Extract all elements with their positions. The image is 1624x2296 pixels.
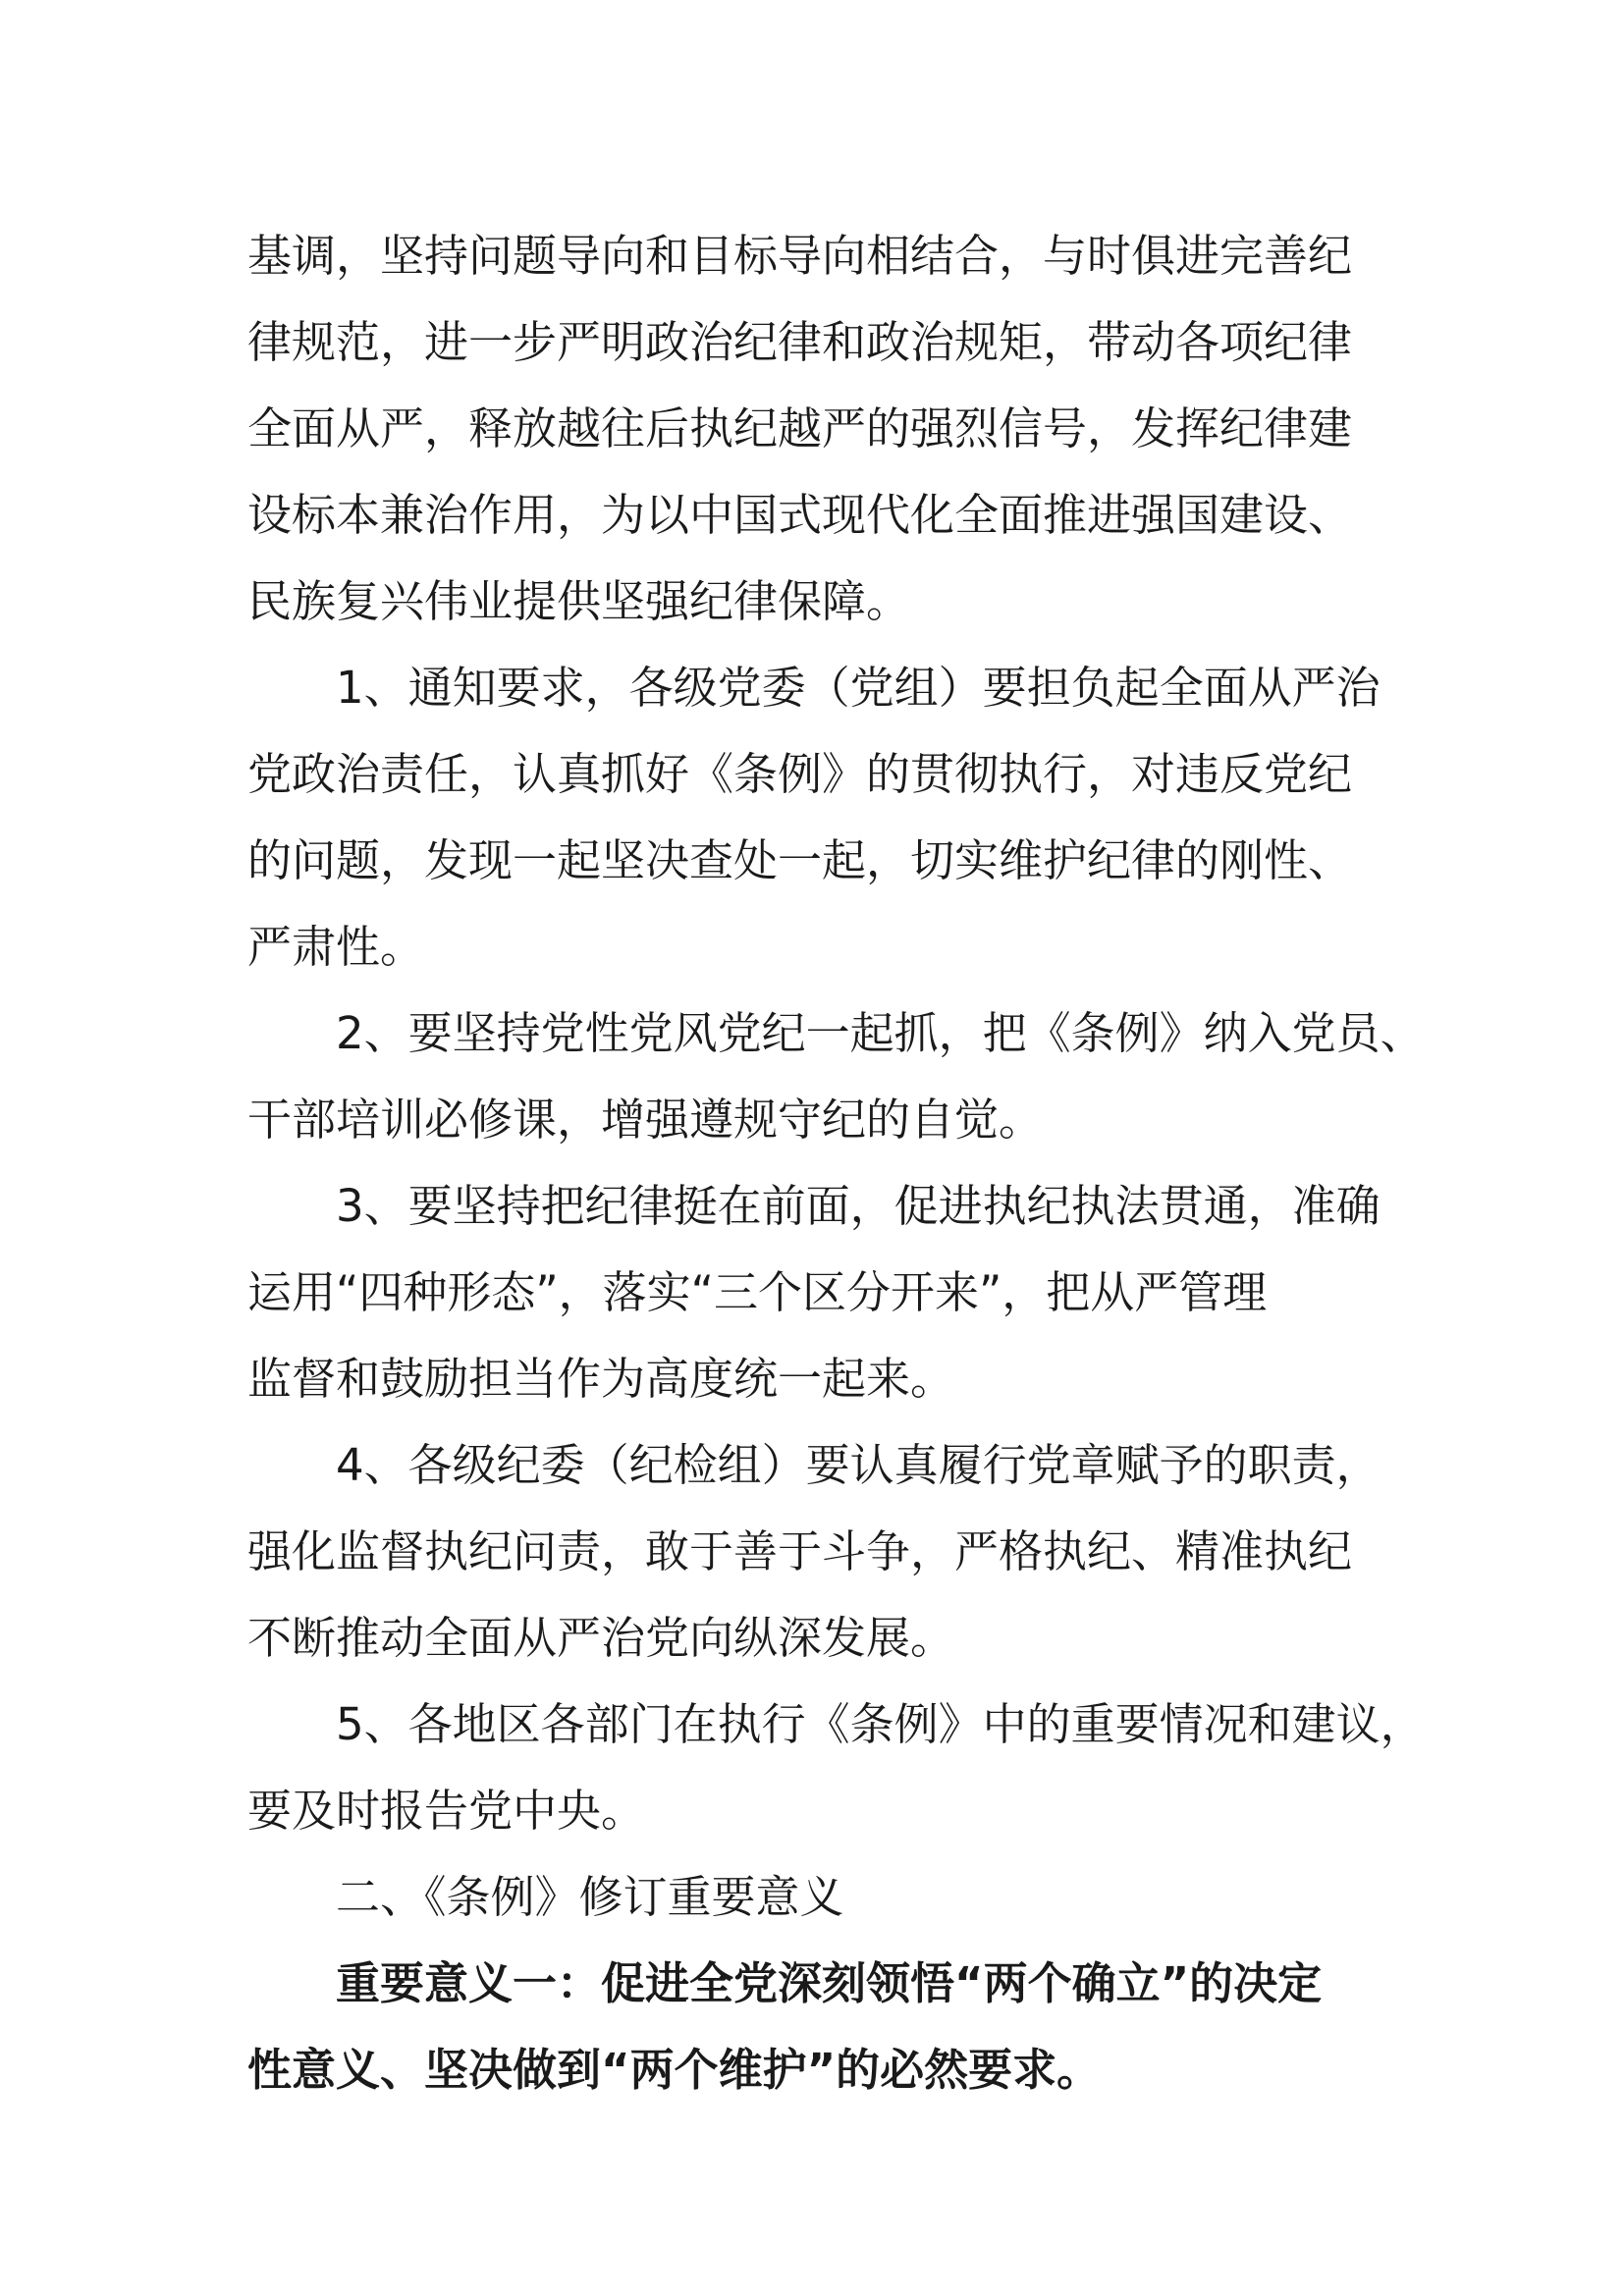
notice-item-1: 1、通知要求，各级党委（党组）要担负起全面从严治 — [336, 662, 1380, 714]
paragraph-line: 强化监督执纪问责，敢于善于斗争，严格执纪、精准执纪 — [247, 1525, 1353, 1577]
paragraph-line: 运用“四种形态”，落实“三个区分开来”，把从严管理 — [247, 1266, 1268, 1318]
paragraph-line: 干部培训必修课，增强遵规守纪的自觉。 — [247, 1094, 1044, 1146]
paragraph-line: 严肃性。 — [247, 921, 425, 973]
notice-item-4: 4、各级纪委（纪检组）要认真履行党章赋予的职责， — [336, 1439, 1380, 1491]
notice-item-5: 5、各地区各部门在执行《条例》中的重要情况和建议， — [336, 1698, 1425, 1750]
paragraph-line: 设标本兼治作用，为以中国式现代化全面推进强国建设、 — [247, 489, 1353, 541]
section-heading: 二、《条例》修订重要意义 — [336, 1871, 844, 1923]
notice-item-3: 3、要坚持把纪律挺在前面，促进执纪执法贯通，准确 — [336, 1180, 1380, 1232]
paragraph-line: 不断推动全面从严治党向纵深发展。 — [247, 1612, 955, 1664]
notice-item-2: 2、要坚持党性党风党纪一起抓，把《条例》纳入党员、 — [336, 1007, 1425, 1059]
significance-heading-continued: 性意义、坚决做到“两个维护”的必然要求。 — [247, 2044, 1102, 2096]
paragraph-line: 监督和鼓励担当作为高度统一起来。 — [247, 1353, 955, 1405]
paragraph-line: 律规范，进一步严明政治纪律和政治规矩，带动各项纪律 — [247, 316, 1353, 368]
paragraph-line: 全面从严，释放越往后执纪越严的强烈信号，发挥纪律建 — [247, 402, 1353, 454]
paragraph-line: 的问题，发现一起坚决查处一起，切实维护纪律的刚性、 — [247, 834, 1353, 886]
significance-heading: 重要意义一：促进全党深刻领悟“两个确立”的决定 — [336, 1957, 1323, 2009]
paragraph-line: 民族复兴伟业提供坚强纪律保障。 — [247, 575, 911, 627]
paragraph-line: 党政治责任，认真抓好《条例》的贯彻执行，对违反党纪 — [247, 748, 1353, 800]
paragraph-line: 基调，坚持问题导向和目标导向相结合，与时俱进完善纪 — [247, 230, 1353, 282]
paragraph-line: 要及时报告党中央。 — [247, 1785, 646, 1837]
